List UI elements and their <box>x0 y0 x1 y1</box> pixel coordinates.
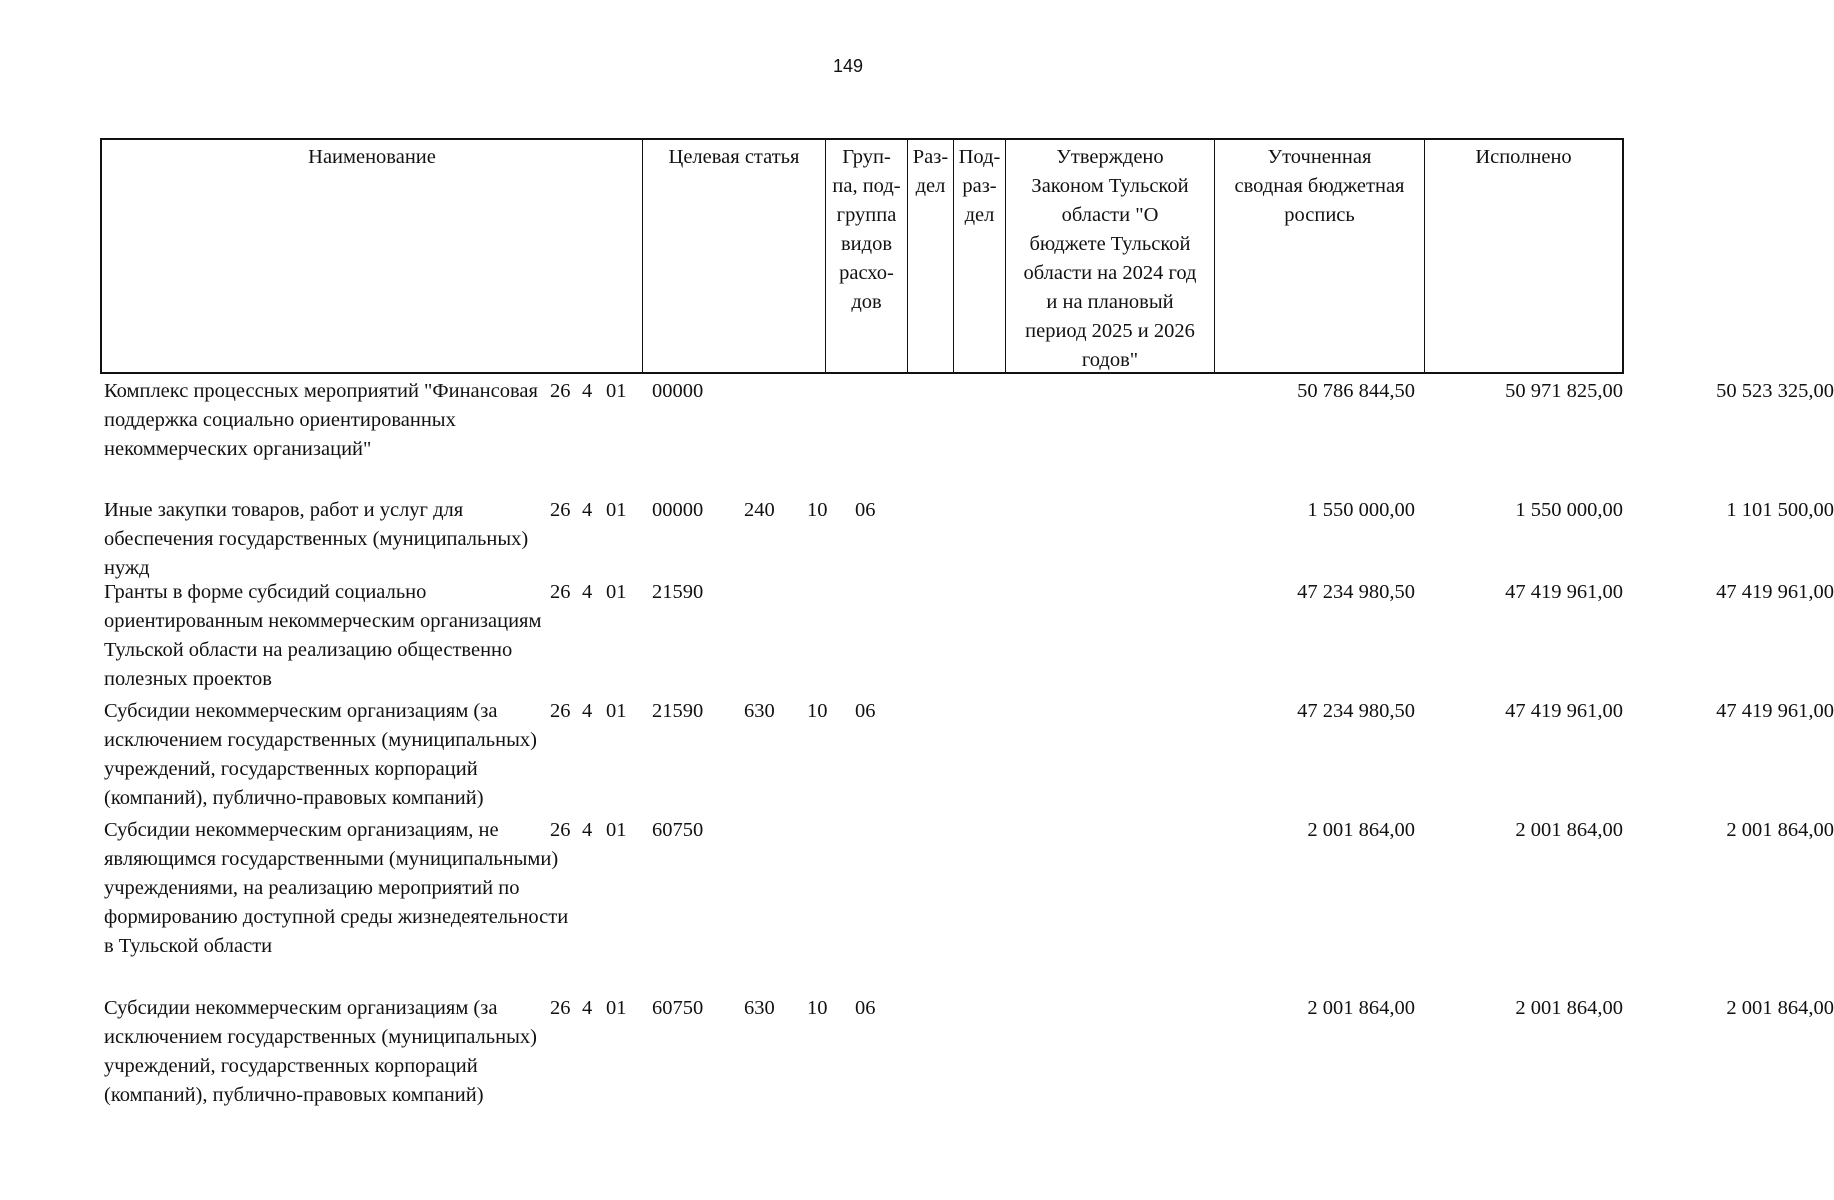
cell-executed: 47 419 961,00 <box>1716 581 1834 603</box>
row-name-line: Субсидии некоммерческим организациям (за <box>104 700 498 722</box>
cell-t2: 4 <box>582 581 593 603</box>
header-line: Наименование <box>308 146 436 168</box>
header-line: группа <box>836 204 897 226</box>
header-line: роспись <box>1284 204 1355 226</box>
cell-executed: 1 101 500,00 <box>1726 499 1834 521</box>
header-section <box>908 140 954 372</box>
header-line: Законом Тульской <box>1031 175 1189 197</box>
row-name-line: в Тульской области <box>104 935 273 957</box>
cell-approved: 47 234 980,50 <box>1297 581 1415 603</box>
cell-t1: 26 <box>550 380 571 402</box>
table-row <box>100 493 1834 579</box>
row-name-line: Гранты в форме субсидий социально <box>104 581 427 603</box>
row-name-line: поддержка социально ориентированных <box>104 409 456 431</box>
cell-t1: 26 <box>550 997 571 1019</box>
cell-approved: 50 786 844,50 <box>1297 380 1415 402</box>
cell-t3: 01 <box>606 819 627 841</box>
cell-section: 10 <box>807 499 828 521</box>
header-line: Уточненная <box>1267 146 1372 168</box>
table-row <box>100 575 1834 694</box>
row-name-line: являющимся государственными (муниципальными) <box>104 848 559 870</box>
row-name-line: исключением государственных (муниципальных) <box>104 729 537 751</box>
header-line: области "О <box>1061 204 1159 226</box>
table-header <box>100 138 1624 374</box>
header-line: бюджете Тульской <box>1029 233 1191 255</box>
cell-t2: 4 <box>582 819 593 841</box>
cell-group: 630 <box>744 997 775 1019</box>
row-name-line: (компаний), публично-правовых компаний) <box>104 1084 484 1106</box>
header-line: дов <box>851 291 882 313</box>
table-row <box>100 813 1834 991</box>
cell-t4: 21590 <box>652 581 704 603</box>
header-line: раз- <box>962 175 997 197</box>
table-body <box>100 374 1834 1141</box>
cell-t2: 4 <box>582 499 593 521</box>
cell-executed: 2 001 864,00 <box>1726 819 1834 841</box>
cell-t3: 01 <box>606 499 627 521</box>
table-row <box>100 694 1834 813</box>
row-name-line: Субсидии некоммерческим организациям (за <box>104 997 498 1019</box>
row-name-line: учреждений, государственных корпораций <box>104 1055 478 1077</box>
cell-executed: 47 419 961,00 <box>1716 700 1834 722</box>
cell-section: 10 <box>807 997 828 1019</box>
header-refined <box>1215 140 1425 372</box>
cell-refined: 50 971 825,00 <box>1505 380 1623 402</box>
cell-t2: 4 <box>582 700 593 722</box>
row-name-line: полезных проектов <box>104 668 272 690</box>
header-executed <box>1425 140 1622 372</box>
header-line: расхо- <box>839 262 894 284</box>
header-line: па, под- <box>832 175 901 197</box>
cell-approved: 1 550 000,00 <box>1307 499 1415 521</box>
header-line: дел <box>915 175 946 197</box>
header-line: Целевая статья <box>668 146 800 168</box>
cell-t3: 01 <box>606 700 627 722</box>
cell-group: 630 <box>744 700 775 722</box>
cell-t3: 01 <box>606 581 627 603</box>
row-name-line: некоммерческих организаций" <box>104 438 372 460</box>
cell-t1: 26 <box>550 581 571 603</box>
cell-subsection: 06 <box>855 997 876 1019</box>
row-name-line: обеспечения государственных (муниципальных) <box>104 528 529 550</box>
cell-approved: 2 001 864,00 <box>1307 819 1415 841</box>
page-number: 149 <box>832 56 864 76</box>
cell-t4: 00000 <box>652 380 704 402</box>
header-line: годов" <box>1081 349 1139 371</box>
cell-refined: 47 419 961,00 <box>1505 700 1623 722</box>
cell-t4: 60750 <box>652 819 704 841</box>
header-approved <box>1006 140 1215 372</box>
row-name-line: формированию доступной среды жизнедеятельности <box>104 906 569 928</box>
row-name-line: учреждений, государственных корпораций <box>104 758 478 780</box>
cell-refined: 1 550 000,00 <box>1515 499 1623 521</box>
cell-t3: 01 <box>606 997 627 1019</box>
table-row <box>100 991 1834 1141</box>
cell-approved: 2 001 864,00 <box>1307 997 1415 1019</box>
cell-executed: 50 523 325,00 <box>1716 380 1834 402</box>
header-line: Под- <box>958 146 1001 168</box>
cell-t1: 26 <box>550 819 571 841</box>
row-name-line: ориентированным некоммерческим организациям <box>104 610 542 632</box>
row-name-line: Комплекс процессных мероприятий "Финансовая <box>104 380 538 402</box>
cell-t2: 4 <box>582 380 593 402</box>
cell-t1: 26 <box>550 499 571 521</box>
cell-subsection: 06 <box>855 700 876 722</box>
header-line: дел <box>964 204 995 226</box>
header-line: Груп- <box>842 146 891 168</box>
cell-t2: 4 <box>582 997 593 1019</box>
cell-t4: 21590 <box>652 700 704 722</box>
header-subsection <box>954 140 1006 372</box>
cell-section: 10 <box>807 700 828 722</box>
row-name-line: исключением государственных (муниципальных) <box>104 1026 537 1048</box>
header-target-article <box>643 140 826 372</box>
header-expense-group <box>826 140 908 372</box>
header-name <box>102 140 643 372</box>
header-line: период 2025 и 2026 <box>1025 320 1195 342</box>
cell-refined: 2 001 864,00 <box>1515 997 1623 1019</box>
row-name-line: Тульской области на реализацию общественно <box>104 639 513 661</box>
cell-refined: 47 419 961,00 <box>1505 581 1623 603</box>
table-row <box>100 374 1834 493</box>
cell-t3: 01 <box>606 380 627 402</box>
row-name-line: учреждениями, на реализацию мероприятий по <box>104 877 520 899</box>
header-line: Раз- <box>912 146 949 168</box>
cell-subsection: 06 <box>855 499 876 521</box>
row-name-line: нужд <box>104 557 150 579</box>
cell-refined: 2 001 864,00 <box>1515 819 1623 841</box>
header-line: Утверждено <box>1056 146 1164 168</box>
header-line: сводная бюджетная <box>1234 175 1405 197</box>
header-line: области на 2024 год <box>1023 262 1197 284</box>
row-name-line: Субсидии некоммерческим организациям, не <box>104 819 499 841</box>
cell-approved: 47 234 980,50 <box>1297 700 1415 722</box>
header-line: Исполнено <box>1475 146 1572 168</box>
row-name-line: Иные закупки товаров, работ и услуг для <box>104 499 464 521</box>
header-line: и на плановый <box>1046 291 1174 313</box>
cell-t4: 60750 <box>652 997 704 1019</box>
cell-t1: 26 <box>550 700 571 722</box>
cell-t4: 00000 <box>652 499 704 521</box>
row-name-line: (компаний), публично-правовых компаний) <box>104 787 484 809</box>
cell-group: 240 <box>744 499 775 521</box>
header-line: видов <box>840 233 892 255</box>
cell-executed: 2 001 864,00 <box>1726 997 1834 1019</box>
